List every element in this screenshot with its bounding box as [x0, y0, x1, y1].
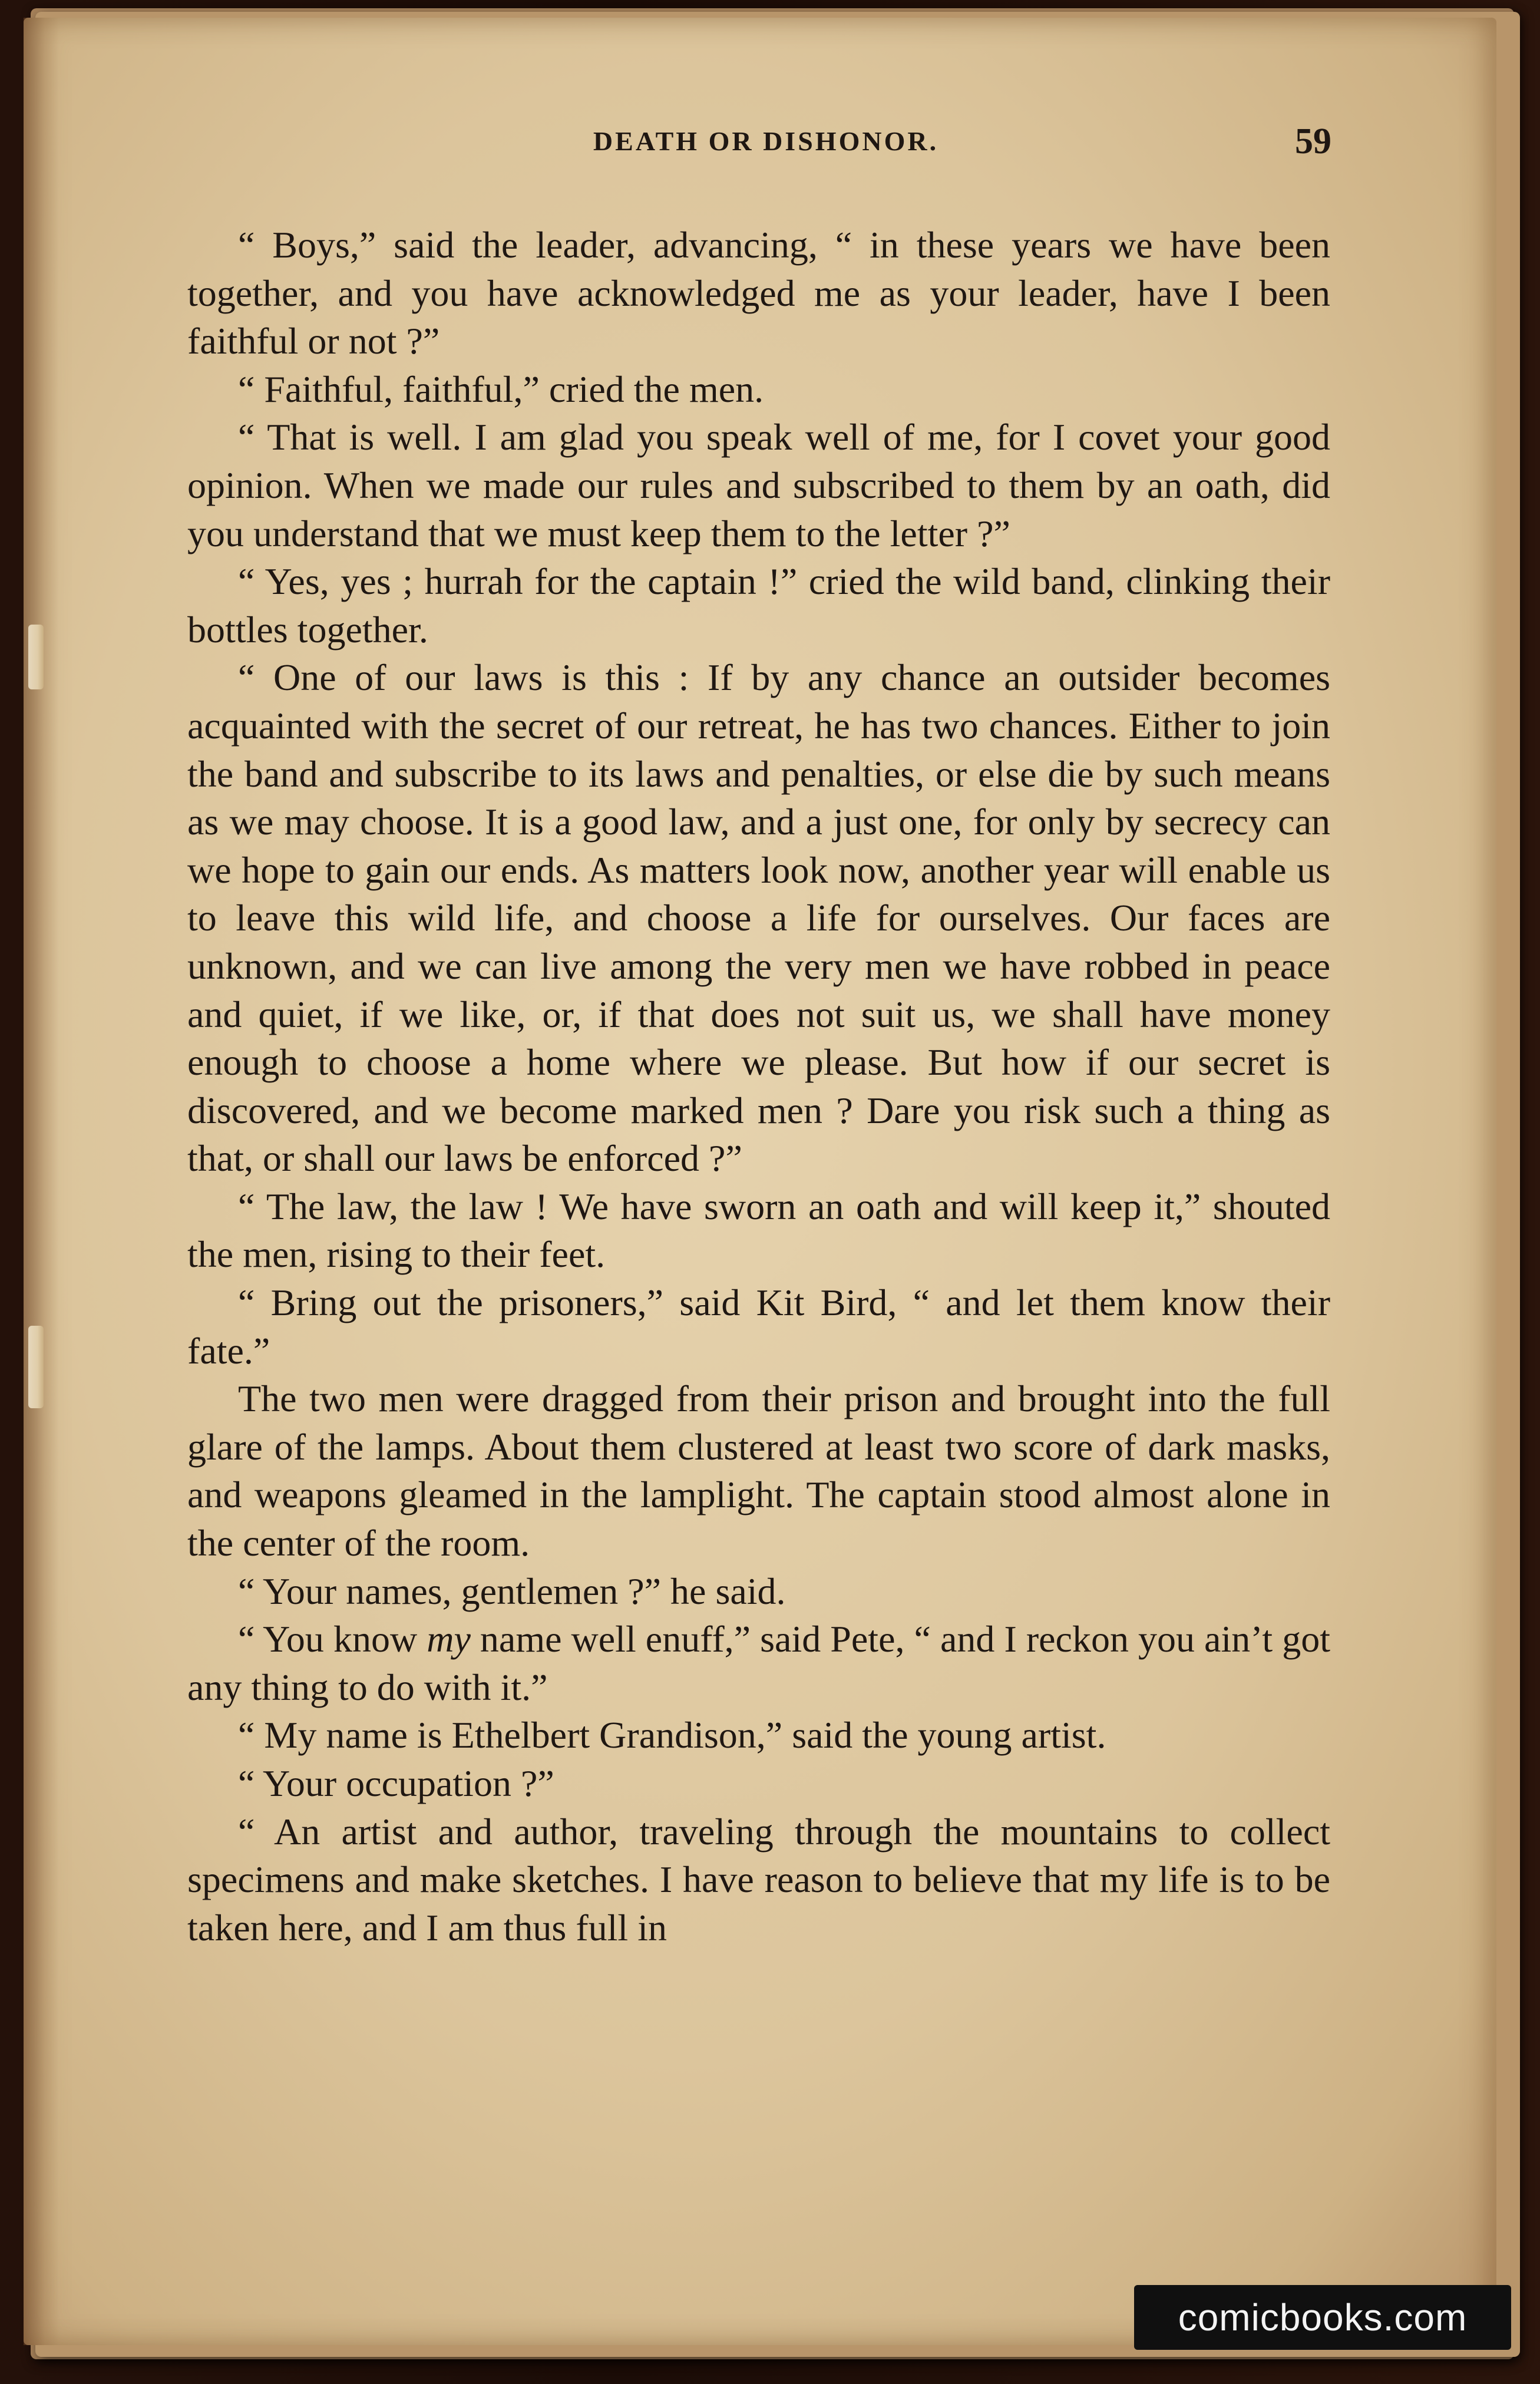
paragraph: “ Bring out the prisoners,” said Kit Bird, “ and let them know their fate.” [187, 1282, 1330, 1372]
binding-gutter [24, 18, 59, 2345]
paragraph: “ Yes, yes ; hurrah for the captain !” cried the wild band, clinking their bottles together. [187, 560, 1330, 651]
emphasis: my [427, 1618, 471, 1660]
paragraph: “ My name is Ethelbert Grandison,” said the young artist. [238, 1714, 1106, 1756]
paragraph-text: name well enuff,” said Pete, “ and I reckon you ain’t got any thing to do with it.” [187, 1618, 1331, 1708]
paragraph: “ An artist and author, traveling through the mountains to collect specimens and make sketches. I have reason to believe that my life is to be taken here, and I am thus full in [187, 1810, 1330, 1949]
text-body [187, 221, 1330, 1952]
watermark-logo: comicbooks.com [1134, 2285, 1511, 2350]
paragraph: “ Faithful, faithful,” cried the men. [238, 368, 764, 410]
paragraph: “ Your occupation ?” [238, 1762, 554, 1804]
paragraph: “ The law, the law ! We have sworn an oath and will keep it,” shouted the men, rising to their feet. [187, 1185, 1330, 1276]
paragraph: “ That is well. I am glad you speak well of me, for I covet your good opinion. When we made our rules and subscribed to them by an oath, did you understand that we must keep them to the letter ?” [187, 416, 1330, 554]
page-header [189, 121, 1343, 168]
paragraph: “ Your names, gentlemen ?” he said. [238, 1570, 786, 1612]
running-title: DEATH OR DISHONOR. [593, 126, 939, 156]
paragraph: “ Boys,” said the leader, advancing, “ in these years we have been together, and you have acknowledged me as your leader, have I been faithful or not ?” [187, 224, 1330, 362]
paragraph [187, 1615, 1330, 1711]
paragraph-text: “ You know [238, 1618, 427, 1660]
page-number: 59 [1295, 121, 1331, 161]
paragraph: “ One of our laws is this : If by any chance an outsider becomes acquainted with the secret of our retreat, he has two chances. Either to join the band and subscribe to its laws and penalties, or else die by such means as we may choose. It is a good law, and a just one, for only by secrecy can we hope to gain our ends. As matters look now, another year will enable us to leave this wild life, and choose a life for ourselves. Our faces are unknown, and we can live among the very men we have robbed in peace and quiet, if we like, or, if that does not suit us, we shall have money enough to choose a home where we please. But how if our secret is discovered, and we become marked men ? Dare you risk such a thing as that, or shall our laws be enforced ?” [187, 656, 1330, 1180]
paragraph: The two men were dragged from their prison and brought into the full glare of the lamps. About them clustered at least two score of dark masks, and weapons gleamed in the lamplight. The captain stood almost alone in the center of the room. [187, 1378, 1330, 1564]
binding-stitch [28, 625, 44, 689]
binding-stitch [28, 1326, 44, 1408]
